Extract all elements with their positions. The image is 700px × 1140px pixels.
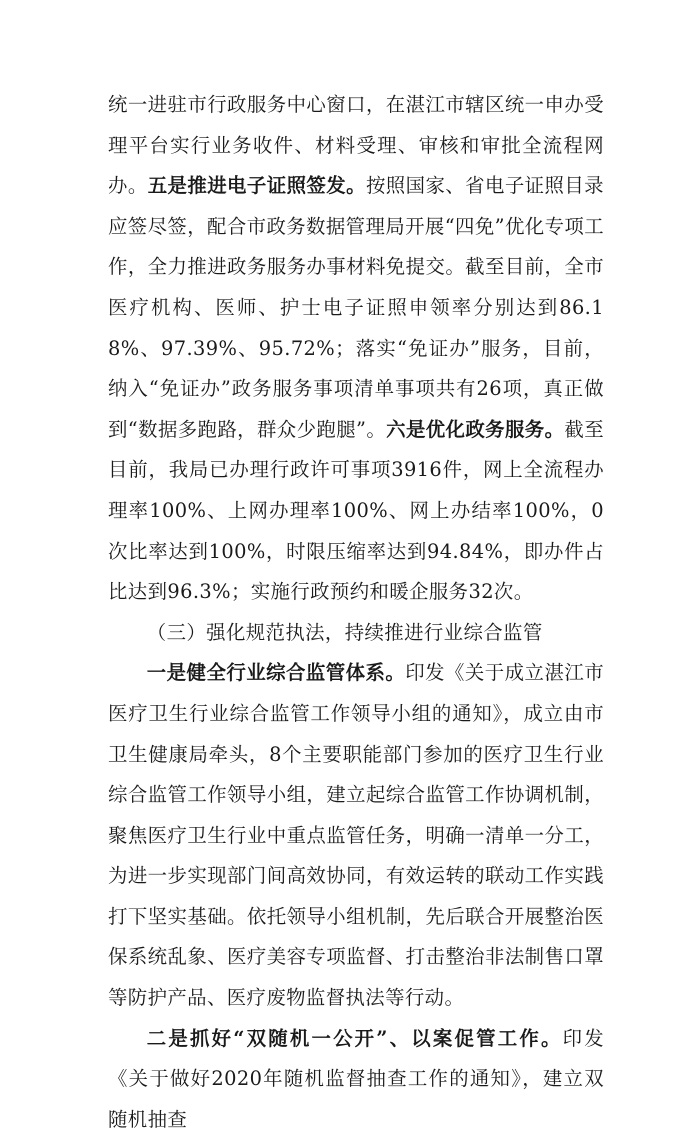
point-heading-optimize-services: 六是优化政务服务。 — [386, 417, 565, 441]
paragraph-random-inspection — [108, 1019, 604, 1140]
document-body — [108, 85, 604, 1140]
paragraph-text: 统一进驻市行政服务中心窗口，在湛江市辖区统一申办受理平台实行业务收件、材料受理、审核和审批全流程网办。 — [108, 93, 604, 198]
paragraph-comprehensive-supervision — [108, 653, 604, 1018]
point-heading-random-inspection: 二是抓好“双随机一公开”、以案促管工作。 — [146, 1026, 563, 1050]
paragraph-text: 印发《关于成立湛江市医疗卫生行业综合监管工作领导小组的通知》，成立由市卫生健康局牵头，8个主要职能部门参加的医疗卫生行业综合监管工作领导小组，建立起综合监管工作协调机制，聚焦医疗卫生行业中重点监管任务，明确一清单一分工，为进一步实现部门间高效协同，有效运转的联动工作实践打下坚实基础。依托领导小组机制，先后联合开展整治医保系统乱象、医疗美容专项监督、打击整治非法制售口罩等防护产品、医疗废物监督执法等行动。 — [108, 661, 604, 1010]
point-heading-supervision-system: 一是健全行业综合监管体系。 — [146, 661, 406, 685]
section-heading: （三）强化规范执法，持续推进行业综合监管 — [146, 620, 543, 644]
paragraph-text: 截至目前，我局已办理行政许可事项3916件，网上全流程办理率100%、上网办理率100%、网上办结率100%，0次比率达到100%，时限压缩率达到94.84%，即办件占比达到96.3%；实施行政预约和暖企服务32次。 — [108, 417, 605, 604]
point-heading-e-license: 五是推进电子证照签发。 — [147, 174, 366, 198]
paragraph-text: 按照国家、省电子证照目录应签尽签，配合市政务数据管理局开展“四免”优化专项工作，全力推进政务服务办事材料免提交。截至目前，全市医疗机构、医师、护士电子证照申领率分别达到86.18%、97.39%、95.72%；落实“免证办”服务，目前，纳入“免证办”政务服务事项清单事项共有26项，真正做到“数据多跑路，群众少跑腿”。 — [108, 174, 604, 441]
paragraph-government-services — [108, 85, 604, 613]
paragraph-text: 印发《关于做好2020年随机监督抽查工作的通知》，建立双随机抽查 — [108, 1026, 604, 1131]
